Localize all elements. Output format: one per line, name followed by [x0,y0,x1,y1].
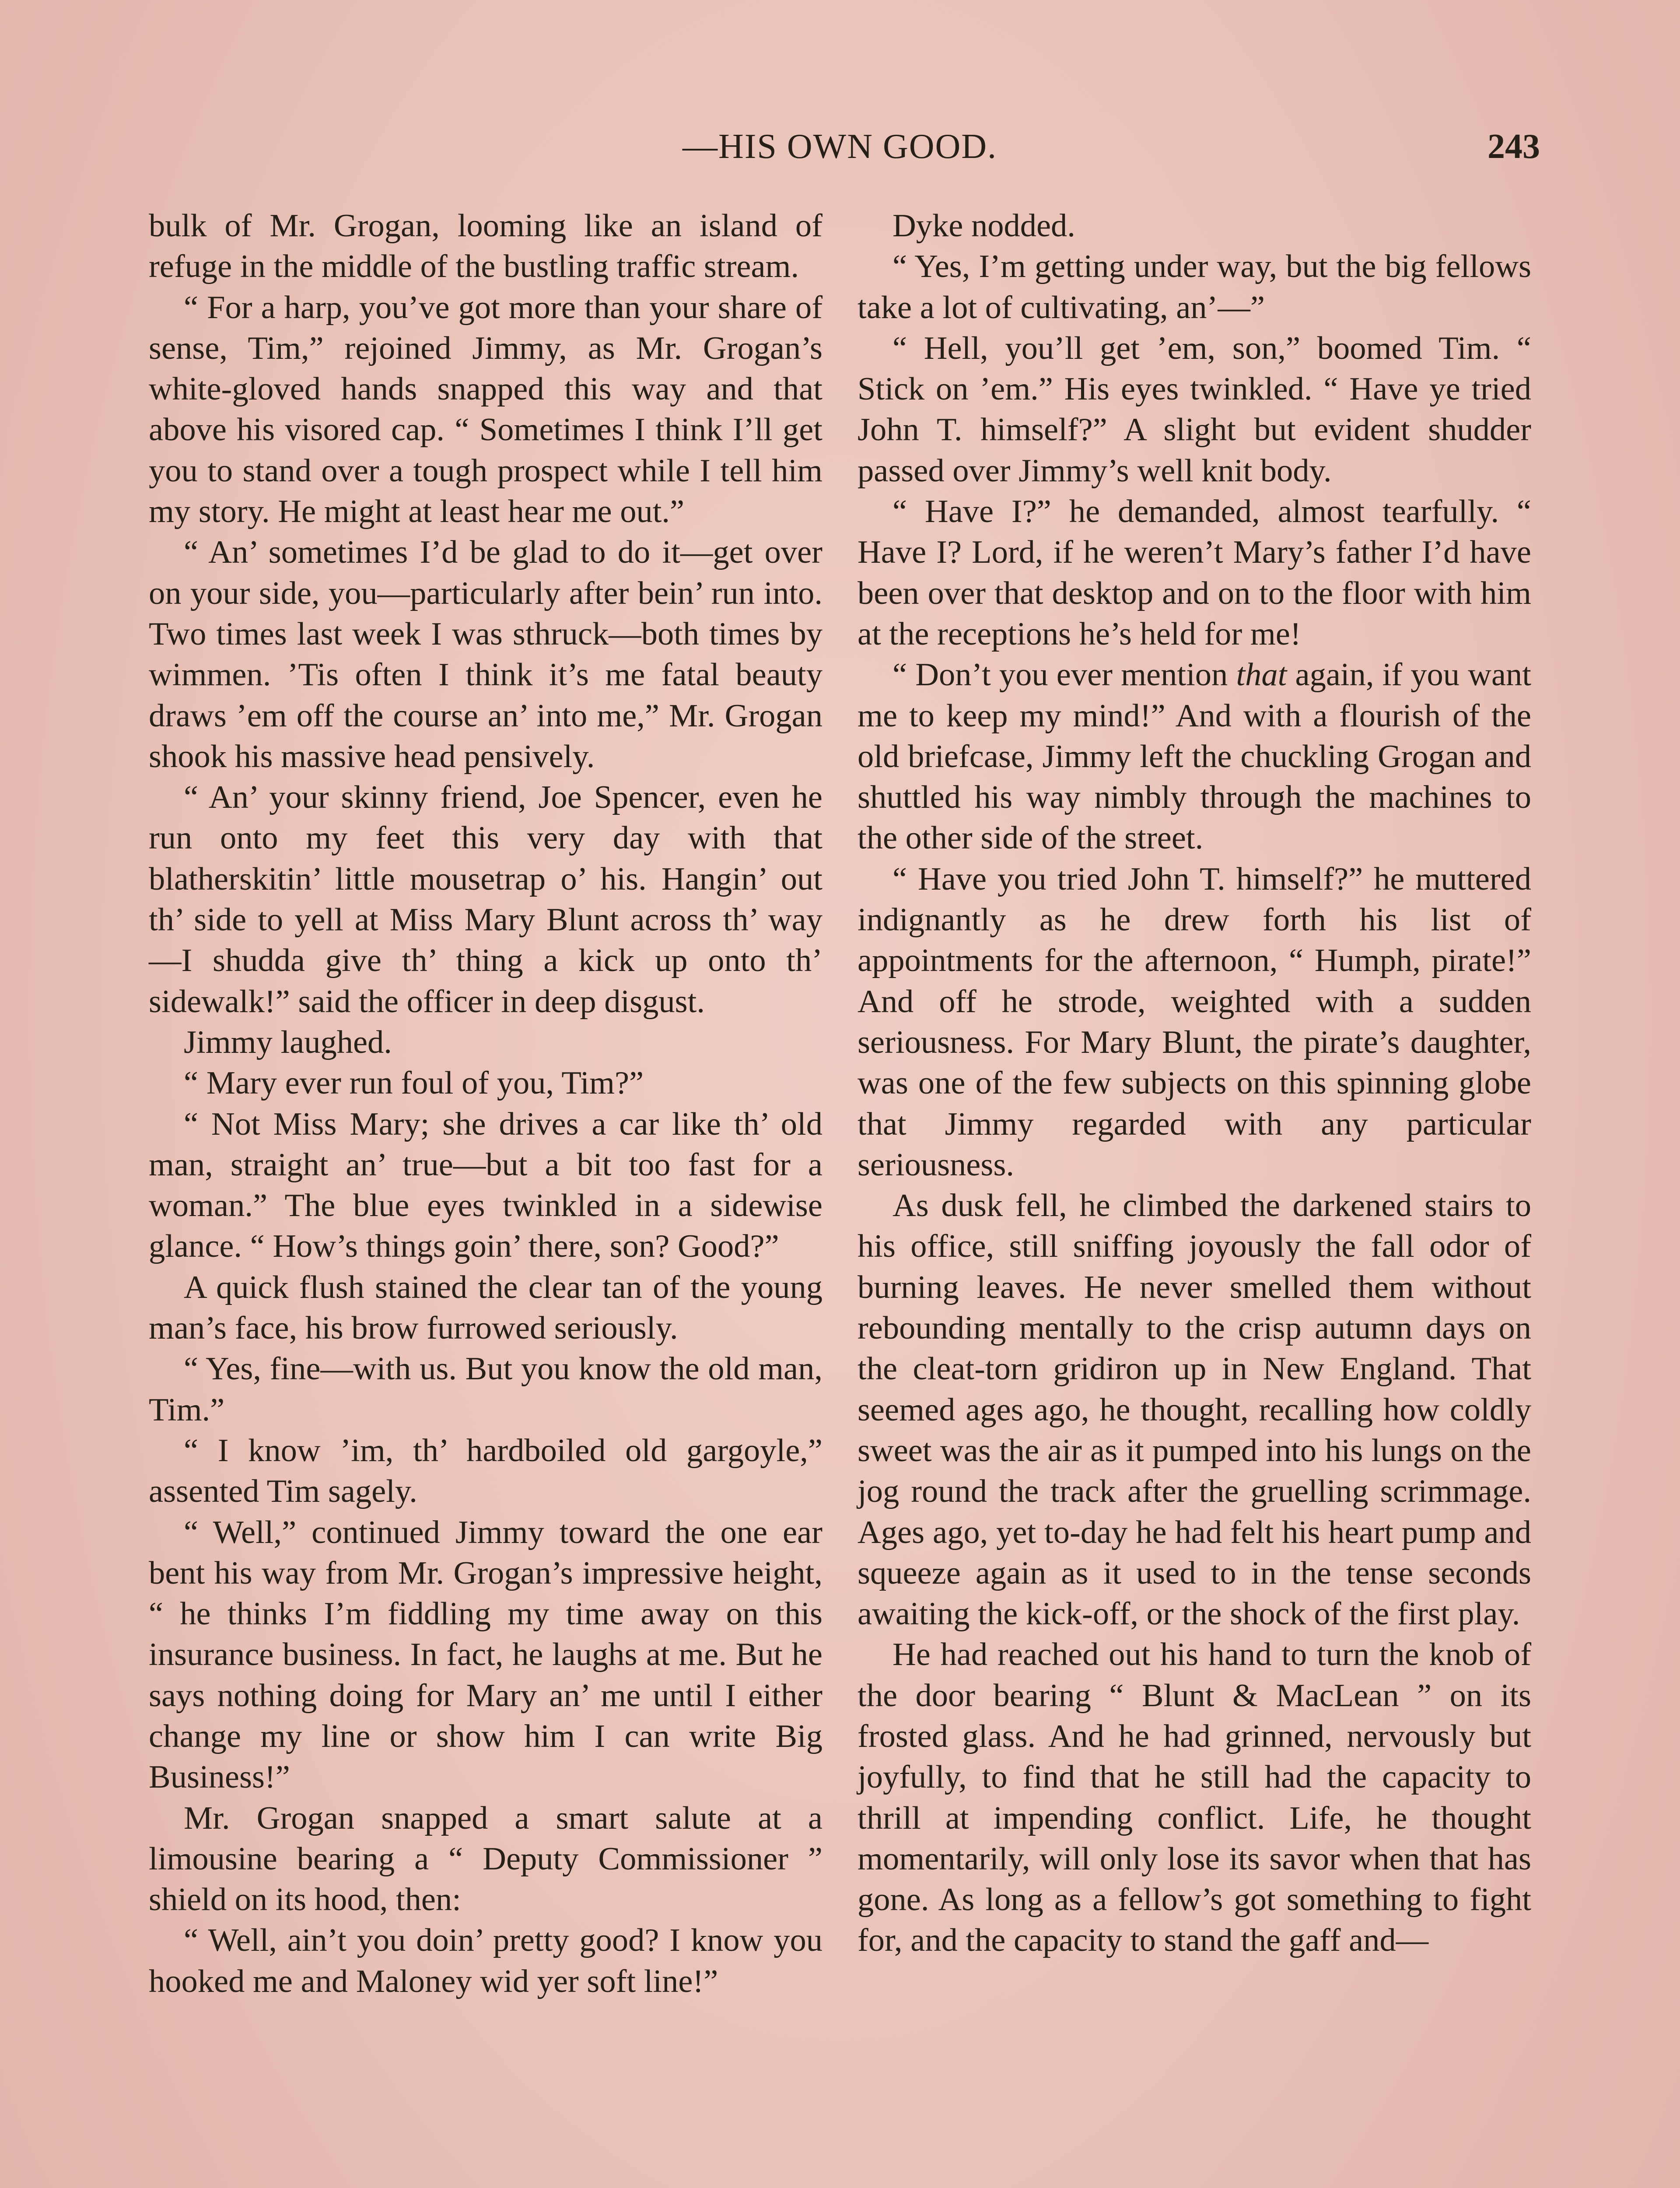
paragraph: “ Well,” continued Jimmy toward the one ear bent his way from Mr. Grogan’s impressive height, “ he thinks I’m fiddling my time away on this insurance business. In fact, he laughs at me. But he says nothing doing for Mary an’ me until I either change my line or show him I can write Big Business!” [149,1514,822,1795]
paragraph: He had reached out his hand to turn the knob of the door bearing “ Blunt & MacLean ” on its frosted glass. And he had grinned, nervously but joyfully, to find that he still had the capacity to thrill at impending conflict. Life, he thought momentarily, will only lose its savor when that has gone. As long as a fellow’s got something to fight for, and the capacity to stand the gaff and— [858,1637,1531,1959]
paragraph-text: “ Don’t you ever mention [892,657,1236,693]
paragraph: “ I know ’im, th’ hardboiled old gargoyle,” assented Tim sagely. [149,1432,822,1510]
paragraph: “ Not Miss Mary; she drives a car like th’ old man, straight an’ true—but a bit too fast for a woman.” The blue eyes twinkled in a sidewise glance. “ How’s things goin’ there, son? Good?” [149,1106,822,1265]
paragraph: A quick flush stained the clear tan of the young man’s face, his brow furrowed seriously. [149,1269,822,1346]
page-header [149,127,1540,175]
paragraph: “ Yes, fine—with us. But you know the old man, Tim.” [149,1351,822,1428]
paragraph: Mr. Grogan snapped a smart salute at a limousine bearing a “ Deputy Commissioner ” shield on its hood, then: [149,1800,822,1918]
left-text-column [149,206,822,2002]
paragraph: “ Have you tried John T. himself?” he muttered indignantly as he drew forth his list of appointments for the afternoon, “ Humph, pirate!” And off he strode, weighted with a sudden seriousness. For Mary Blunt, the pirate’s daughter, was one of the few subjects on this spinning globe that Jimmy regarded with any particular seriousness. [858,861,1531,1183]
paragraph: As dusk fell, he climbed the darkened stairs to his office, still sniffing joyously the fall odor of burning leaves. He never smelled them without rebounding mentally to the crisp autumn days on the cleat-torn gridiron up in New England. That seemed ages ago, he thought, recalling how coldly sweet was the air as it pumped into his lungs on the jog round the track after the gruelling scrimmage. Ages ago, yet to-day he had felt his heart pump and squeeze again as it used to in the tense seconds awaiting the kick-off, or the shock of the first play. [858,1188,1531,1632]
paragraph: “ An’ sometimes I’d be glad to do it—get over on your side, you—particularly after bein’ run into. Two times last week I was sthruck—both times by wimmen. ’Tis often I think it’s me fatal beauty draws ’em off the course an’ into me,” Mr. Grogan shook his massive head pensively. [149,534,822,775]
paragraph: “ An’ your skinny friend, Joe Spencer, even he run onto my feet this very day with that blatherskitin’ little mousetrap o’ his. Hangin’ out th’ side to yell at Miss Mary Blunt across th’ way—I shudda give th’ thing a kick up onto th’ sidewalk!” said the officer in deep disgust. [149,779,822,1020]
paragraph: “ For a harp, you’ve got more than your share of sense, Tim,” rejoined Jimmy, as Mr. Grogan’s white-gloved hands snapped this way and that above his visored cap. “ Sometimes I think I’ll get you to stand over a tough prospect while I tell him my story. He might at least hear me out.” [149,289,822,530]
paragraph: “ Mary ever run foul of you, Tim?” [184,1065,644,1101]
paragraph: “ Well, ain’t you doin’ pretty good? I know you hooked me and Maloney wid yer soft line!” [149,1922,822,1999]
paragraph: Dyke nodded. [892,208,1075,244]
emphasized-word: that [1236,657,1287,693]
running-title: —HIS OWN GOOD. [682,127,998,166]
paragraph: bulk of Mr. Grogan, looming like an island of refuge in the middle of the bustling traffic stream. [149,208,822,285]
paragraph [858,655,1531,859]
paragraph: “ Yes, I’m getting under way, but the big fellows take a lot of cultivating, an’—” [858,249,1531,326]
right-text-column [858,206,1531,1961]
paragraph: “ Hell, you’ll get ’em, son,” boomed Tim. “ Stick on ’em.” His eyes twinkled. “ Have ye tried John T. himself?” A slight but evident shudder passed over Jimmy’s well knit body. [858,330,1531,489]
paragraph: Jimmy laughed. [184,1024,392,1060]
paragraph-text: again, if you want me to keep my mind!” And with a flourish of the old briefcase, Jimmy left the chuckling Grogan and shuttled his way nimbly through the machines to the other side of the street. [858,657,1532,856]
paragraph: “ Have I?” he demanded, almost tearfully. “ Have I? Lord, if he weren’t Mary’s father I’d have been over that desktop and on to the floor with him at the receptions he’s held for me! [858,494,1531,652]
page-number: 243 [1488,127,1540,166]
